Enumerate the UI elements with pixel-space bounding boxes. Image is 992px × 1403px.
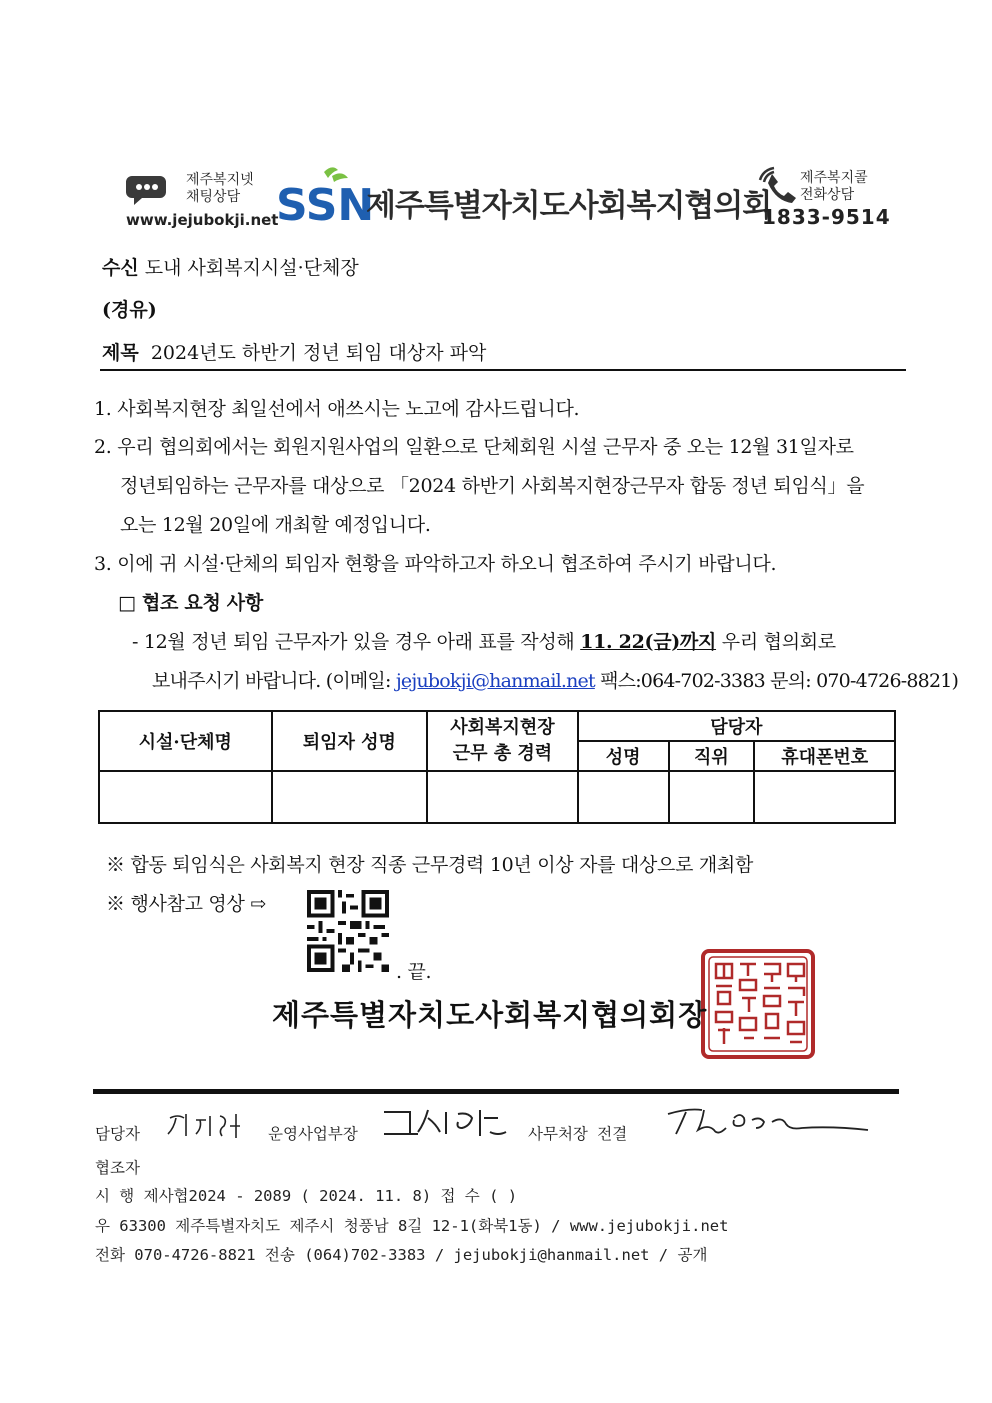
note-2: ※ 행사참고 영상 ⇨	[106, 893, 266, 915]
request-text-c: 보내주시기 바랍니다. (이메일:	[152, 670, 396, 692]
request-text-a: - 12월 정년 퇴임 근무자가 있을 경우 아래 표를 작성해	[132, 631, 581, 653]
request-line-1	[132, 627, 836, 654]
retiree-table	[98, 710, 896, 824]
secretary-signature-icon	[664, 1104, 874, 1140]
manager-label: 운영사업부장	[268, 1125, 358, 1143]
paragraph-1: 1. 사회복지현장 최일선에서 애쓰시는 노고에 감사드립니다.	[94, 398, 580, 420]
cell-facility[interactable]	[99, 771, 272, 823]
contact-line: 전화 070-4726-8821 전송 (064)702-3383 / jejubokji@hanmail.net / 공개	[95, 1246, 708, 1264]
site-url[interactable]: www.jejubokji.net	[126, 211, 279, 229]
subject-value: 2024년도 하반기 정년 퇴임 대상자 파악	[150, 342, 487, 364]
footer-divider	[93, 1089, 899, 1094]
paragraph-2-line-3: 오는 12월 20일에 개최할 예정입니다.	[120, 514, 431, 536]
manager-signature-icon	[380, 1104, 510, 1142]
cell-retiree[interactable]	[272, 771, 428, 823]
cell-position[interactable]	[669, 771, 755, 823]
header-phone: 휴대폰번호	[754, 741, 895, 771]
doc-number-line: 시 행 제사협2024 - 2089 ( 2024. 11. 8) 접 수 ( )	[95, 1187, 518, 1205]
request-text-d: 팩스:064-702-3383 문의: 070-4726-8821)	[594, 670, 959, 692]
ssn-logo	[276, 166, 375, 231]
request-heading: □ 협조 요청 사항	[118, 592, 263, 614]
via-line: (경유)	[102, 299, 157, 321]
signer-title: 제주특별자치도사회복지협의회장	[272, 998, 708, 1032]
qr-code-icon[interactable]	[302, 886, 394, 976]
end-mark: . 끝.	[396, 961, 432, 983]
header-retiree: 퇴임자 성명	[272, 711, 428, 771]
subject-key: 제목	[102, 342, 139, 364]
svg-text:SSN: SSN	[276, 180, 375, 231]
staff-signature-icon	[166, 1108, 246, 1142]
request-text-b: 우리 협의회로	[716, 631, 836, 653]
paragraph-2-line-2: 정년퇴임하는 근무자를 대상으로 「2024 하반기 사회복지현장근무자 합동 정년 퇴임식」을	[120, 475, 865, 497]
paragraph-2-line-1: 2. 우리 협의회에서는 회원지원사업의 일환으로 단체회원 시설 근무자 중 오는 12월 31일자로	[94, 436, 854, 458]
org-title: 제주특별자치도사회복지협의회	[366, 188, 772, 224]
deadline: 11. 22(금)까지	[580, 631, 717, 653]
subject-line	[102, 338, 486, 365]
paragraph-3: 3. 이에 귀 시설·단체의 퇴임자 현황을 파악하고자 하오니 협조하여 주시기 바랍니다.	[94, 553, 777, 575]
recipient-line	[102, 253, 359, 280]
official-seal-icon	[700, 948, 816, 1060]
recipient-value: 도내 사회복지시설·단체장	[144, 257, 359, 279]
header-career: 사회복지현장 근무 총 경력	[427, 711, 578, 771]
header-name: 성명	[578, 741, 669, 771]
address-line: 우 63300 제주특별자치도 제주시 청풍남 8길 12-1(화북1동) / www.jejubokji.net	[95, 1217, 729, 1235]
header-divider	[100, 369, 906, 371]
chat-bubble-icon	[126, 172, 172, 208]
call-consult-label: 제주복지콜 전화상담	[800, 170, 868, 203]
secretary-label: 사무처장 전결	[528, 1125, 628, 1143]
table-row	[99, 771, 895, 823]
chat-consult-label: 제주복지넷 채팅상담	[186, 172, 254, 205]
recipient-key: 수신	[102, 257, 139, 279]
header-contact: 담당자	[578, 711, 895, 741]
note-1: ※ 합동 퇴임식은 사회복지 현장 직종 근무경력 10년 이상 자를 대상으로 개최함	[106, 854, 754, 876]
call-number: 1833-9514	[762, 205, 891, 229]
header-position: 직위	[669, 741, 755, 771]
phone-icon	[758, 168, 800, 204]
cell-name[interactable]	[578, 771, 669, 823]
email-link[interactable]: jejubokji@hanmail.net	[395, 670, 595, 692]
header-facility: 시설·단체명	[99, 711, 272, 771]
request-line-2	[152, 666, 958, 693]
staff-label: 담당자	[95, 1125, 140, 1143]
cell-career[interactable]	[427, 771, 578, 823]
cell-phone[interactable]	[754, 771, 895, 823]
cooperator-label: 협조자	[95, 1159, 140, 1177]
